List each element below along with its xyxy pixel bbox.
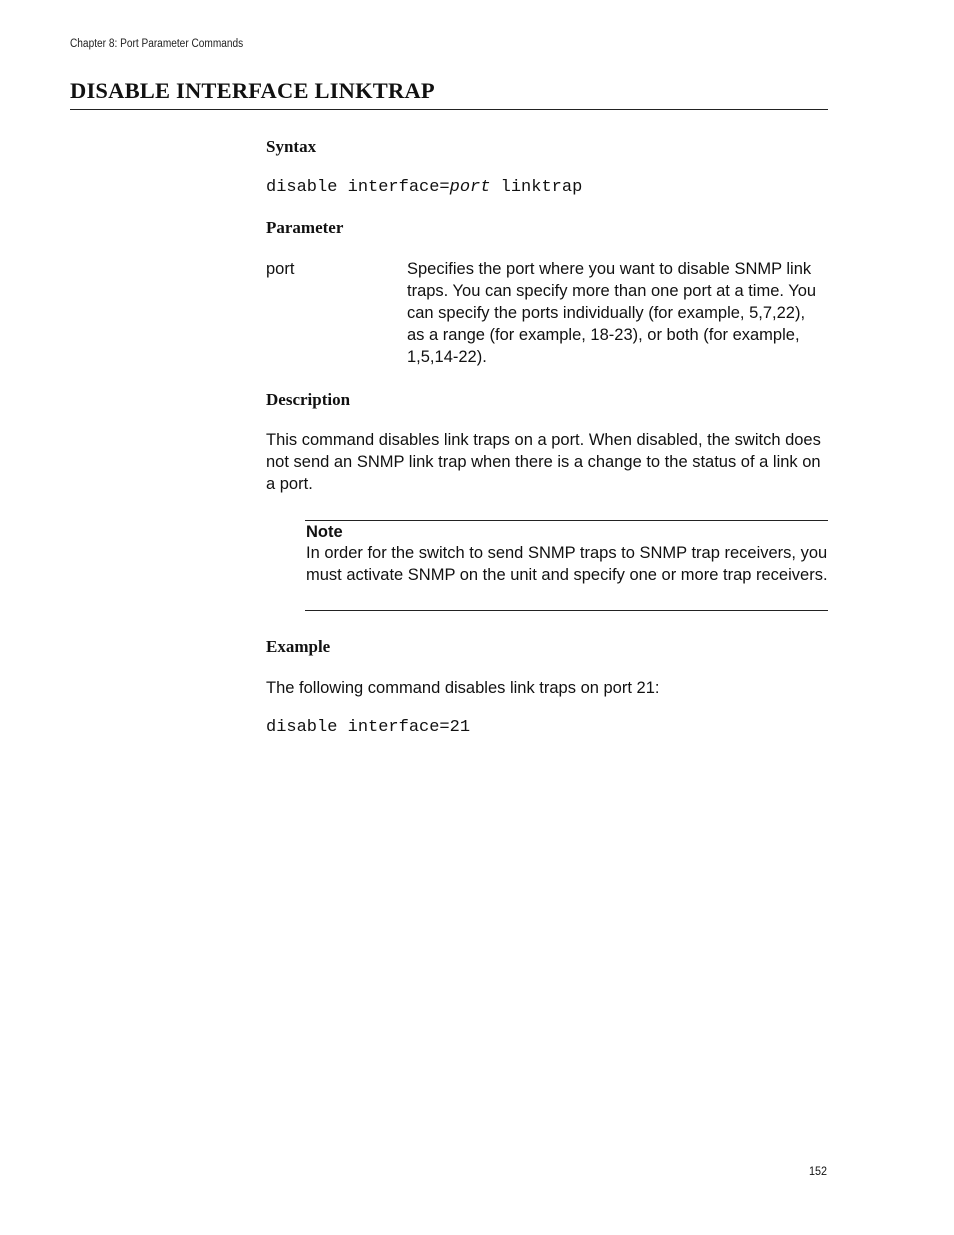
parameter-name: port [266, 260, 295, 278]
note-top-rule [305, 520, 828, 521]
syntax-heading: Syntax [266, 137, 317, 156]
example-command: disable interface=21 [266, 718, 471, 737]
parameter-heading: Parameter [266, 218, 344, 237]
title-rule [70, 109, 828, 110]
description-text: This command disables link traps on a port. When disabled, the switch does not send an SNMP link trap when there is a change to the status of a link on a port. [266, 431, 821, 493]
parameter-description: Specifies the port where you want to disable SNMP link traps. You can specify more than one port at a time. You can specify the ports individually (for example, 5,7,22), as a range (for example, 18-23), or both (for example, 1,5,14-22). [407, 260, 817, 366]
syntax-command [266, 178, 582, 197]
page-title: DISABLE INTERFACE LINKTRAP [70, 78, 435, 103]
syntax-command-variable: port [449, 178, 491, 197]
description-heading: Description [266, 390, 351, 409]
note-bottom-rule [305, 610, 828, 611]
page-number: 152 [809, 1164, 828, 1178]
note-label: Note [306, 523, 343, 541]
example-intro: The following command disables link traps on port 21: [266, 679, 660, 697]
running-head: Chapter 8: Port Parameter Commands [70, 38, 244, 50]
example-heading: Example [266, 637, 331, 656]
syntax-command-prefix: disable interface= [266, 178, 450, 197]
syntax-command-suffix: linktrap [490, 178, 583, 197]
note-text: In order for the switch to send SNMP traps to SNMP trap receivers, you must activate SNMP on the unit and specify one or more trap receivers. [306, 544, 828, 584]
